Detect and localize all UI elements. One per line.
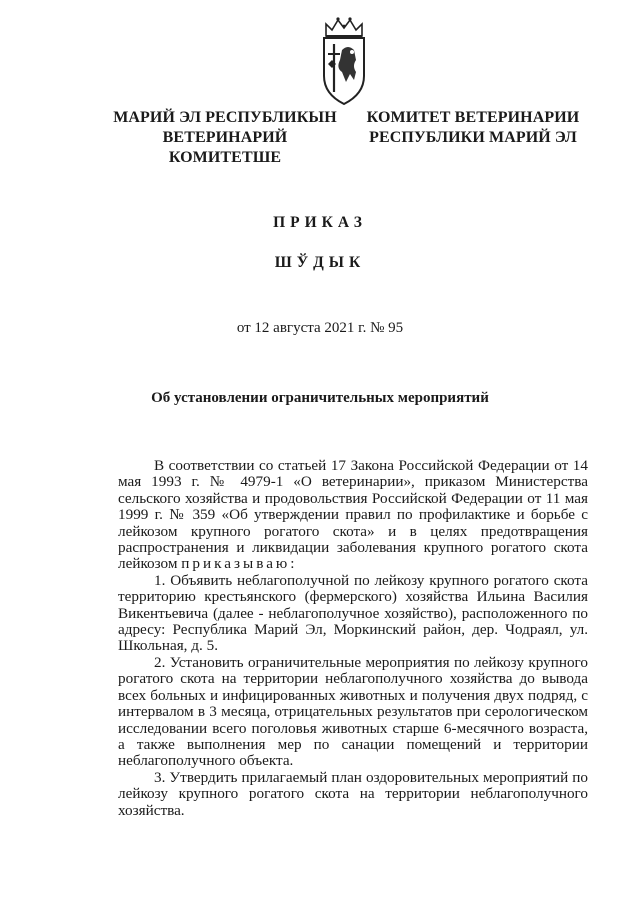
- header-right-line2: РЕСПУБЛИКИ МАРИЙ ЭЛ: [369, 129, 577, 146]
- document-type-mari: ШЎДЫК: [274, 254, 366, 271]
- document-type-ru: ПРИКАЗ: [273, 214, 367, 231]
- order-item-3: 3. Утвердить прилагаемый план оздоровительных мероприятий по лейкозу крупного рогатого скота на территории неблагополучного хозяйства.: [118, 768, 588, 819]
- header-left-line1: МАРИЙ ЭЛ РЕСПУБЛИКЫН: [113, 109, 337, 126]
- preamble-text: В соответствии со статьей 17 Закона Российской Федерации от 14 мая 1993 г. № 4979-1 «О ветеринарии», приказом Министерства сельского хозяйства и продовольствия Российской Федерации от 11 мая 1999 г. № 359 «Об утверждении правил по профилактике и борьбе с лейкозом крупного рогатого скота» и в целях предотвращения распространения и ликвидации заболевания крупного рогатого скота лейкозом: [118, 457, 588, 573]
- document-body: [118, 458, 588, 819]
- order-word: приказываю:: [181, 555, 298, 573]
- header-right-block: [362, 108, 584, 148]
- header-left-block: [110, 108, 340, 168]
- document-date-number: от 12 августа 2021 г. № 95: [236, 320, 404, 336]
- coat-of-arms-icon: [312, 14, 376, 110]
- preamble-paragraph: [118, 458, 588, 573]
- order-item-1: 1. Объявить неблагополучной по лейкозу крупного рогатого скота территорию крестьянского (фермерского) хозяйства Ильина Василия Викентьевича (далее - неблагополучное хозяйство), расположенного по адресу: Республика Марий Эл, Моркинский район, дер. Чодраял, ул. Школьная, д. 5.: [118, 571, 588, 655]
- document-subject: Об установлении ограничительных мероприятий: [151, 390, 489, 406]
- header-left-line2: ВЕТЕРИНАРИЙ КОМИТЕТШЕ: [162, 129, 288, 166]
- order-item-2: 2. Установить ограничительные мероприятия по лейкозу крупного рогатого скота на территории неблагополучного хозяйства до вывода всех больных и инфицированных животных и получения двух подряд, с интервалом в 3 месяца, отрицательных результатов при серологическом исследовании всего поголовья животных старше 6-месячного возраста, а также выполнения мер по санации помещений и территории неблагополучного объекта.: [118, 653, 588, 770]
- header-right-line1: КОМИТЕТ ВЕТЕРИНАРИИ: [366, 109, 580, 126]
